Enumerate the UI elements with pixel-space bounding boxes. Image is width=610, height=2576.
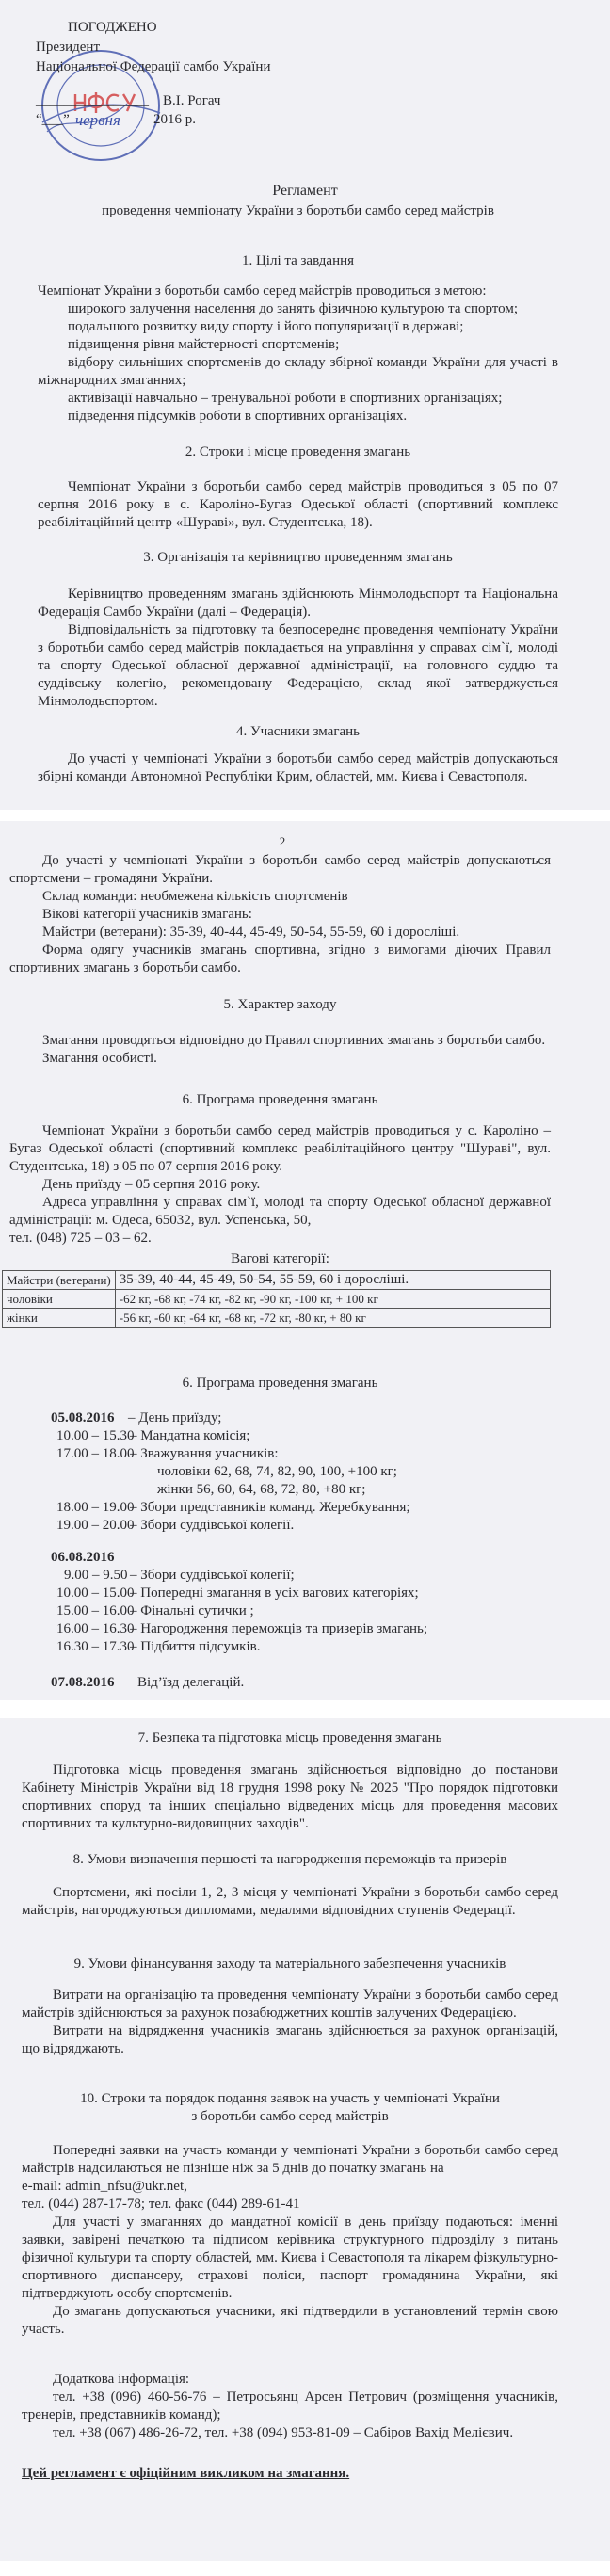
approval-date-prefix: “___” xyxy=(36,112,70,127)
schedule-time: 10.00 – 15.30 xyxy=(56,1428,135,1443)
section-3-heading: 3. Організація та керівництво проведенням змагань xyxy=(143,550,453,565)
table-cell-value: -62 кг, -68 кг, -74 кг, -82 кг, -90 кг, -100 кг, + 100 кг xyxy=(115,1290,550,1309)
section-6-body xyxy=(9,1122,551,1248)
schedule-desc: – Мандатна комісія; xyxy=(130,1428,250,1443)
signature-line: ________________ xyxy=(36,93,149,108)
section-8-body xyxy=(22,1884,558,1920)
closing-statement: Цей регламент є офіційним викликом на змагання. xyxy=(22,2466,350,2481)
schedule-time: 10.00 – 15.00 xyxy=(56,1586,135,1601)
approval-organization: Національної Федерації самбо України xyxy=(36,59,271,74)
schedule-time: 19.00 – 20.00 xyxy=(56,1518,135,1533)
section-9-body xyxy=(22,1987,558,2058)
page-1 xyxy=(0,0,610,810)
schedule-desc: – Збори суддівської колегії; xyxy=(130,1568,295,1583)
section-8-heading: 8. Умови визначення першості та нагородження переможців та призерів xyxy=(72,1852,507,1867)
schedule-day-2 xyxy=(51,1549,427,1656)
schedule-time: 15.00 – 16.00 xyxy=(56,1603,135,1618)
table-cell-value: -56 кг, -60 кг, -64 кг, -68 кг, -72 кг, -80 кг, + 80 кг xyxy=(115,1309,550,1328)
schedule-desc: – Підбиття підсумків. xyxy=(130,1639,261,1654)
schedule-desc: Від’їзд делегацій. xyxy=(137,1675,245,1690)
extra-contact-2: тел. +38 (067) 486-26-72, тел. +38 (094) 953-81-09 – Сабіров Вахід Мелієвич. xyxy=(53,2425,514,2440)
goal-item: активізації навчально – тренувальної роботи в спортивних організаціях; xyxy=(68,391,503,406)
schedule-desc: – Збори представників команд. Жеребкування; xyxy=(130,1500,410,1515)
section-5-body xyxy=(9,1032,551,1068)
schedule-desc: – Збори суддівської колегії. xyxy=(130,1518,295,1533)
schedule-item xyxy=(51,1499,410,1517)
section-6-p3: Адреса управління у справах сім`ї, молоді та спорту Одеської обласної державної адміністрації: м. Одеса, 65032, вул. Успенська, 50, xyxy=(9,1195,551,1228)
approval-date-year: 2016 р. xyxy=(153,112,196,127)
table-row xyxy=(3,1271,551,1290)
table-row xyxy=(3,1290,551,1309)
section-4-p2: До участі у чемпіонаті України з боротьби самбо серед майстрів допускаються спортсмени – громадяни України. xyxy=(9,853,551,886)
schedule-time: 17.00 – 18.00 xyxy=(56,1446,135,1461)
contact-email: e-mail: admin_nfsu@ukr.net, xyxy=(22,2179,187,2194)
section-4-p6: Форма одягу учасників змагань спортивна, згідно з вимогами діючих Правил спортивних змагань з боротьби самбо. xyxy=(9,942,551,975)
document-subtitle: проведення чемпіонату України з боротьби самбо серед майстрів xyxy=(102,203,494,218)
page-2 xyxy=(0,821,610,1700)
schedule-desc: – Нагородження переможців та призерів змагань; xyxy=(130,1621,427,1636)
schedule-desc: – Попередні змагання в усіх вагових категоріях; xyxy=(130,1586,419,1601)
section-3-p1: Керівництво проведенням змагань здійснюють Мінмолодьспорт та Національна Федерація Самбо України (далі – Федерація). xyxy=(38,587,558,620)
document-title: Регламент xyxy=(272,183,338,199)
section-3-p2: Відповідальність за підготовку та безпосереднє проведення чемпіонату України з боротьби самбо серед майстрів покладається на управління у справах сім`ї, молоді та спорту Одеської обласної державної адміністрації, на головного суддю та суддівську колегію, рекомендовану Федерацією, склад якої затверджується Мінмолодьспортом. xyxy=(38,622,558,709)
section-4-p1: До участі у чемпіонаті України з боротьби самбо серед майстрів допускаються збірні команди Автономної Республіки Крим, областей, мм. Києва і Севастополя. xyxy=(38,751,558,784)
weighin-women: жінки 56, 60, 64, 68, 72, 80, +80 кг; xyxy=(157,1482,366,1497)
approval-position: Президент xyxy=(36,40,100,55)
schedule-item xyxy=(51,1585,427,1602)
section-4-continued xyxy=(9,852,551,977)
weight-categories-table xyxy=(2,1270,551,1328)
extra-info-title: Додаткова інформація: xyxy=(53,2372,190,2387)
schedule-heading: 6. Програма проведення змагань xyxy=(182,1376,378,1391)
section-2-body xyxy=(38,478,558,532)
schedule-time: 16.00 – 16.30 xyxy=(56,1621,135,1636)
section-4-p4: Вікові категорії учасників змагань: xyxy=(42,907,252,922)
section-10-heading-line1: 10. Строки та порядок подання заявок на участь у чемпіонаті України xyxy=(80,2091,500,2106)
goal-item: підвищення рівня майстерності спортсменів; xyxy=(68,337,340,352)
section-5-heading: 5. Характер заходу xyxy=(223,997,337,1012)
section-7-text: Підготовка місць проведення змагань здійснюється відповідно до постанови Кабінету Міністрів України від 18 грудня 1998 року № 2025 "Про порядок підготовки спортивних споруд та інших спеціально відведених місць для проведення масових спортивних та культурно-видовищних заходів". xyxy=(22,1763,558,1831)
section-9-heading: 9. Умови фінансування заходу та матеріального забезпечення учасників xyxy=(73,1956,506,1972)
section-2-text: Чемпіонат України з боротьби самбо серед майстрів проводиться з 05 по 07 серпня 2016 року в с. Кароліно-Бугаз Одеської області (спортивний комплекс реабілітаційний центр «Шураві», вул. Студентська, 18). xyxy=(38,479,558,530)
goal-item: широкого залучення населення до занять фізичною культурою та спортом; xyxy=(68,301,519,316)
section-5-p2: Змагання особисті. xyxy=(42,1051,157,1066)
section-4-p3: Склад команди: необмежена кількість спортсменів xyxy=(42,889,348,904)
schedule-day-3 xyxy=(51,1674,244,1692)
section-4-body xyxy=(38,750,558,786)
section-9-p1: Витрати на організацію та проведення чемпіонату України з боротьби самбо серед майстрів здійснюються за рахунок позабюджетних коштів залучених Федерацією. xyxy=(22,1988,558,2021)
section-5-p1: Змагання проводяться відповідно до Правил спортивних змагань з боротьби самбо. xyxy=(42,1033,546,1048)
page-number: 2 xyxy=(279,834,286,848)
section-4-p5: Майстри (ветерани): 35-39, 40-44, 45-49, 50-54, 55-59, 60 і дорослiші. xyxy=(42,925,460,940)
section-1-heading: 1. Цілі та завдання xyxy=(241,253,355,268)
section-10-p2: Для участі у змаганнях до мандатної комісії в день приїзду подаються: іменні заявки, завірені печаткою та підписом керівника структурного підрозділу з питань фізичної культури та спорту областей, мм. Києва і Севастополя та лікарем фізкультурно-спортивного диспансеру, страхові поліси, паспорт громадянина України, які підтверджують особу спортсменів. xyxy=(22,2214,558,2301)
weighin-men: чоловіки 62, 68, 74, 82, 90, 100, +100 кг; xyxy=(157,1464,397,1479)
section-9-p2: Витрати на відрядження учасників змагань здійснюється за рахунок організацій, що відряджають. xyxy=(22,2023,558,2056)
handwritten-month: червня xyxy=(75,111,120,129)
schedule-date: 05.08.2016 xyxy=(51,1410,115,1425)
section-6-p2: День приїзду – 05 серпня 2016 року. xyxy=(42,1177,261,1192)
page-3 xyxy=(0,1718,610,2561)
contact-phones: тел. (044) 287-17-78; тел. факс (044) 289-61-41 xyxy=(22,2197,300,2212)
weights-title: Вагові категорії: xyxy=(231,1251,329,1266)
table-cell-label: чоловіки xyxy=(3,1290,116,1309)
schedule-item xyxy=(51,1567,427,1585)
schedule-day-1 xyxy=(51,1409,410,1535)
approval-label: ПОГОДЖЕНО xyxy=(68,20,157,35)
goal-item: підведення підсумків роботи в спортивних організаціях. xyxy=(68,409,408,424)
section-10-heading-line2: з боротьби самбо серед майстрів xyxy=(191,2109,389,2124)
section-4-heading: 4. Учасники змагань xyxy=(235,724,361,739)
schedule-item xyxy=(51,1517,410,1535)
section-7-body xyxy=(22,1762,558,1833)
schedule-item xyxy=(51,1620,427,1638)
table-row xyxy=(3,1309,551,1328)
section-6-p1: Чемпіонат України з боротьби самбо серед майстрів проводиться у с. Кароліно – Бугаз Одеської області (спортивний комплекс реабілітаційного центру "Шураві", вул. Студентська, 18) з 05 по 07 серпня 2016 року. xyxy=(9,1123,551,1174)
extra-contact-1: тел. +38 (096) 460-56-76 – Петросьянц Арсен Петрович (розміщення учасників, тренерів, представників команд); xyxy=(22,2390,558,2423)
section-10-body xyxy=(22,2142,558,2483)
schedule-time: 9.00 – 9.50 xyxy=(64,1568,128,1583)
section-2-heading: 2. Строки і місце проведення змагань xyxy=(185,444,411,459)
section-10-p1: Попередні заявки на участь команди у чемпіонаті України з боротьби самбо серед майстрів надсилаються не пізніше ніж за 5 днів до початку змагань на xyxy=(22,2143,558,2176)
section-6-p4: тел. (048) 725 – 03 – 62. xyxy=(9,1231,152,1246)
approver-name: В.І. Рогач xyxy=(163,93,221,108)
section-1-body xyxy=(38,282,558,426)
goal-item: подальшого розвитку виду спорту і його популяризації в державі; xyxy=(68,319,464,334)
table-cell-label: жінки xyxy=(3,1309,116,1328)
section-7-heading: 7. Безпека та підготовка місць проведення змагань xyxy=(137,1731,442,1746)
schedule-desc: – Фінальні сутички ; xyxy=(130,1603,254,1618)
schedule-desc: – Зважування учасників: xyxy=(130,1446,279,1461)
schedule-item xyxy=(51,1638,427,1656)
section-8-text: Спортсмени, які посіли 1, 2, 3 місця у чемпіонаті України з боротьби самбо серед майстрів, нагороджуються дипломами, медалями відповідних ступенів Федерації. xyxy=(22,1885,558,1918)
section-6-heading: 6. Програма проведення змагань xyxy=(182,1092,378,1107)
table-cell-label: Майстри (ветерани) xyxy=(3,1271,116,1290)
schedule-time: 16.30 – 17.30 xyxy=(56,1639,135,1654)
table-cell-value: 35-39, 40-44, 45-49, 50-54, 55-59, 60 і дорослiші. xyxy=(115,1271,550,1290)
schedule-item xyxy=(51,1602,427,1620)
schedule-date-desc: – День приїзду; xyxy=(128,1410,222,1425)
section-3-body xyxy=(38,586,558,711)
schedule-item xyxy=(51,1445,410,1463)
section-1-intro: Чемпіонат України з боротьби самбо серед майстрів проводиться з метою: xyxy=(38,283,487,298)
schedule-date: 06.08.2016 xyxy=(51,1550,115,1565)
schedule-time: 18.00 – 19.00 xyxy=(56,1500,135,1515)
goal-item: відбору сильніших спортсменів до складу збірної команди України для участі в міжнародних змаганнях; xyxy=(38,355,558,388)
schedule-item xyxy=(51,1427,410,1445)
section-10-p3: До змагань допускаються учасники, які підтвердили в установлений термін свою участь. xyxy=(22,2304,558,2337)
schedule-date: 07.08.2016 xyxy=(51,1675,115,1690)
